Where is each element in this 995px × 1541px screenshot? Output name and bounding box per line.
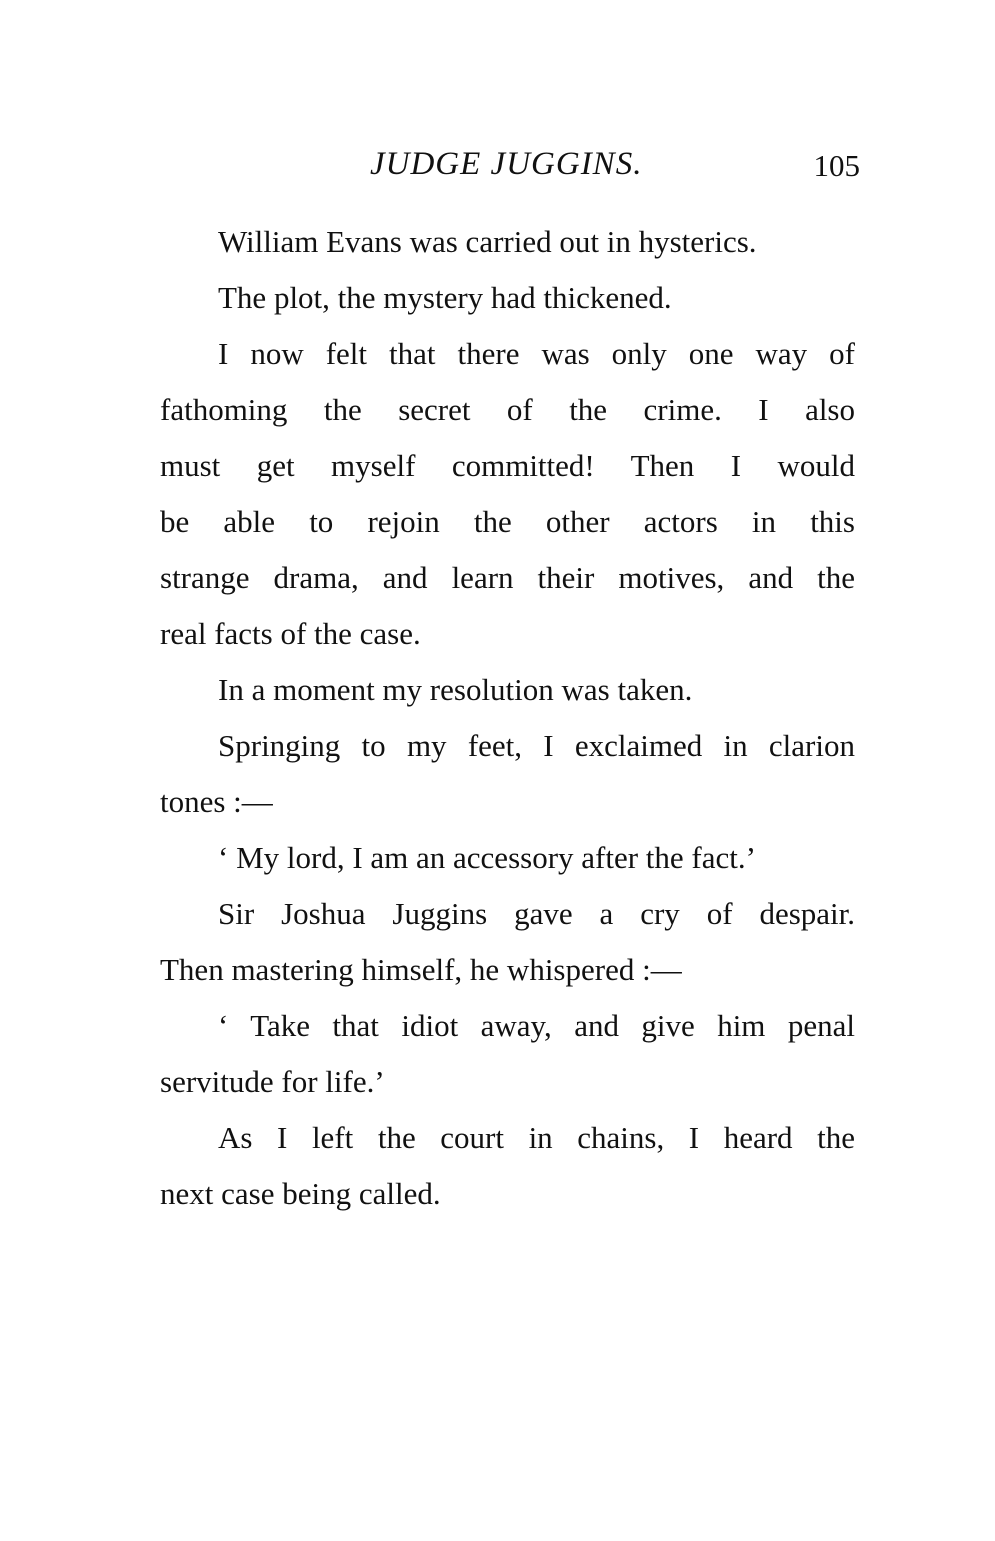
text-line: real facts of the case. [160,616,421,651]
text-line: be able to rejoin the other actors in this [160,504,855,539]
text-line: must get myself committed! Then I would [160,448,855,483]
running-head [160,146,860,186]
text-line: tones :— [160,784,273,819]
running-title: JUDGE JUGGINS. [370,146,643,182]
text-line: As I left the court in chains, I heard the [218,1120,855,1155]
text-line: Springing to my feet, I exclaimed in clarion [218,728,855,763]
text-line: next case being called. [160,1176,441,1211]
body-text [160,214,855,1222]
text-line: In a moment my resolution was taken. [218,672,693,707]
text-line: I now felt that there was only one way of [218,336,855,371]
text-line: ‘ My lord, I am an accessory after the fact.’ [218,840,756,875]
text-line: The plot, the mystery had thickened. [218,280,672,315]
text-line: Sir Joshua Juggins gave a cry of despair. [218,896,855,931]
text-line: fathoming the secret of the crime. I also [160,392,855,427]
page-number: 105 [813,148,860,183]
text-line: strange drama, and learn their motives, and the [160,560,855,595]
text-line: William Evans was carried out in hysterics. [218,224,757,259]
text-line: ‘ Take that idiot away, and give him penal [218,1008,855,1043]
text-line: Then mastering himself, he whispered :— [160,952,682,987]
text-line: servitude for life.’ [160,1064,385,1099]
